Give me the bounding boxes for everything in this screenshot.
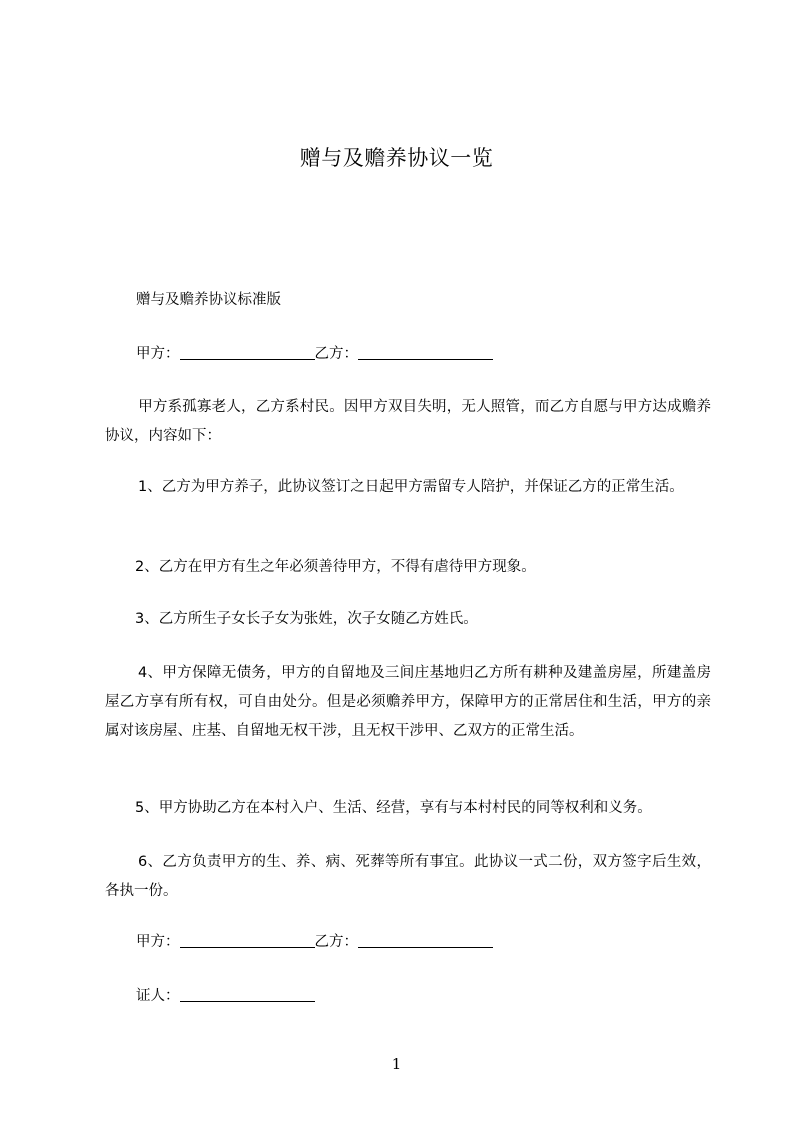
party-b-blank [358, 345, 493, 360]
witness-label: 证人： [136, 988, 180, 1004]
page-number: 1 [391, 1055, 402, 1073]
clause-text: 5、甲方协助乙方在本村入户、生活、经营，享有与本村村民的同等权利和义务。 [135, 800, 652, 816]
witness-blank [180, 987, 315, 1002]
party-b-label: 乙方： [314, 934, 358, 950]
intro-paragraph [105, 393, 711, 451]
party-a-blank [180, 345, 315, 360]
clause-text: 2、乙方在甲方有生之年必须善待甲方，不得有虐待甲方现象。 [135, 559, 536, 575]
party-signature-line-top [105, 340, 746, 369]
party-a-blank [180, 933, 315, 948]
clause-text: 1、乙方为甲方养子，此协议签订之日起甲方需留专人陪护，并保证乙方的正常生活。 [138, 479, 684, 495]
clause-5 [105, 794, 711, 823]
clause-text: 3、乙方所生子女长子女为张姓，次子女随乙方姓氏。 [135, 611, 478, 627]
witness-line [105, 982, 746, 1011]
party-signature-line-bottom [105, 928, 746, 957]
party-a-label: 甲方： [136, 934, 180, 950]
intro-text: 甲方系孤寡老人，乙方系村民。因甲方双目失明，无人照管，而乙方自愿与甲方达成赡养协议，内容如下： [105, 399, 711, 444]
clause-text: 4、甲方保障无债务，甲方的自留地及三间庄基地归乙方所有耕种及建盖房屋，所建盖房屋乙方享有所有权，可自由处分。但是必须赡养甲方，保障甲方的正常居住和生活，甲方的亲属对该房屋、庄基、自留地无权干涉，且无权干涉甲、乙双方的正常生活。 [105, 665, 711, 739]
clause-6 [105, 848, 711, 906]
party-a-label: 甲方： [136, 346, 180, 362]
clause-3 [105, 605, 711, 634]
document-title: 赠与及赡养协议一览 [299, 146, 494, 170]
clause-text: 6、乙方负责甲方的生、养、病、死葬等所有事宜。此协议一式二份，双方签字后生效，各执一份。 [105, 854, 711, 899]
clause-1 [105, 473, 711, 502]
clause-2 [105, 553, 711, 582]
document-subtitle: 赠与及赡养协议标准版 [136, 292, 281, 308]
party-b-blank [358, 933, 493, 948]
party-b-label: 乙方： [314, 346, 358, 362]
clause-4 [105, 659, 711, 746]
